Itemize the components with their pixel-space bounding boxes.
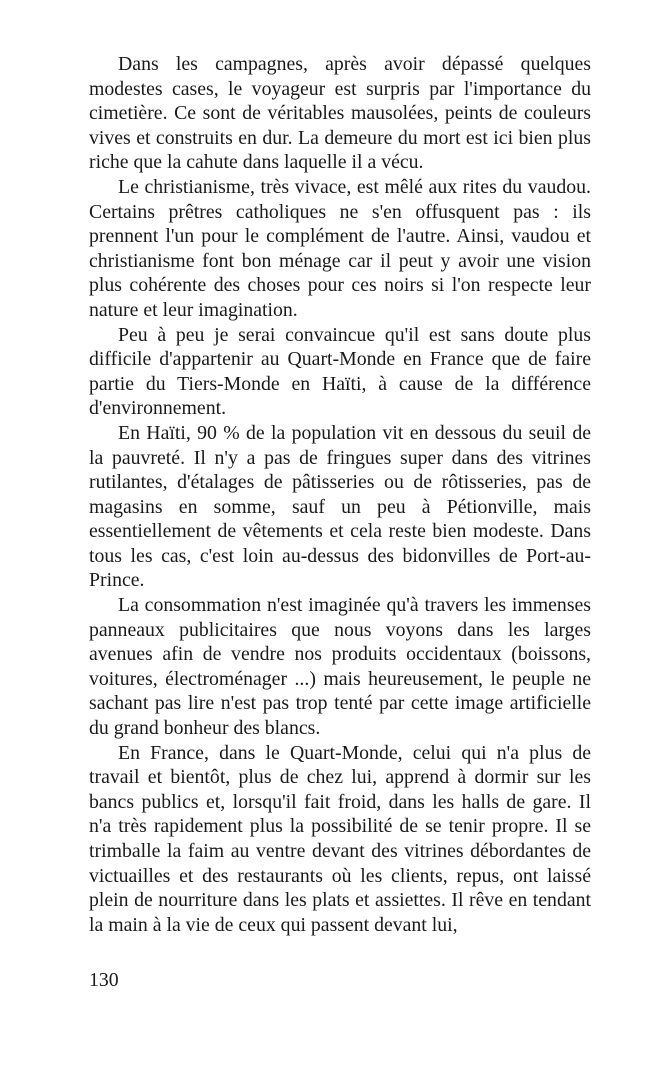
page-number: 130: [89, 969, 119, 991]
page-body: [89, 52, 591, 937]
paragraph-france-quart-monde: En France, dans le Quart-Monde, celui qui n'a plus de travail et bientôt, plus de chez lui, apprend à dormir sur les bancs publics et, lorsqu'il fait froid, dans les halls de gare. Il n'a très rapidement plus la possibilité de se tenir propre. Il se trimballe la faim au ventre devant des vitrines débordantes de victuailles et des restaurants où les clients, repus, ont laissé plein de nourriture dans les plats et assiettes. Il rêve en tendant la main à la vie de ceux qui passent devant lui,: [89, 741, 591, 936]
paragraph-consumption: La consommation n'est imaginée qu'à travers les immenses panneaux publicitaires que nous voyons dans les larges avenues afin de vendre nos produits occidentaux (boissons, voitures, électroménager ...) mais heureusement, le peuple ne sachant pas lire n'est pas trop tenté par cette image artificielle du grand bonheur des blancs.: [89, 594, 591, 740]
paragraph-poverty-haiti: En Haïti, 90 % de la population vit en dessous du seuil de la pauvreté. Il n'y a pas de fringues super dans des vitrines rutilantes, d'étalages de pâtisseries ou de rôtisseries, pas de magasins en somme, sauf un peu à Pétionville, mais essentiellement de vêtements et cela reste bien modeste. Dans tous les cas, c'est loin au-dessus des bidonvilles de Port-au-Prince.: [89, 421, 591, 592]
paragraph-quart-monde: Peu à peu je serai convaincue qu'il est sans doute plus difficile d'appartenir au Quart-Monde en France que de faire partie du Tiers-Monde en Haïti, à cause de la différence d'environnement.: [89, 323, 591, 420]
paragraph-christianity-vaudou: Le christianisme, très vivace, est mêlé aux rites du vaudou. Certains prêtres catholiques ne s'en offusquent pas : ils prennent l'un pour le complément de l'autre. Ainsi, vaudou et christianisme font bon ménage car il peut y avoir une vision plus cohérente des choses pour ces noirs si l'on respecte leur nature et leur imagination.: [89, 175, 591, 321]
paragraph-cemeteries: Dans les campagnes, après avoir dépassé quelques modestes cases, le voyageur est surpris par l'importance du cimetière. Ce sont de véritables mausolées, peints de couleurs vives et construits en dur. La demeure du mort est ici bien plus riche que la cahute dans laquelle il a vécu.: [89, 53, 591, 174]
